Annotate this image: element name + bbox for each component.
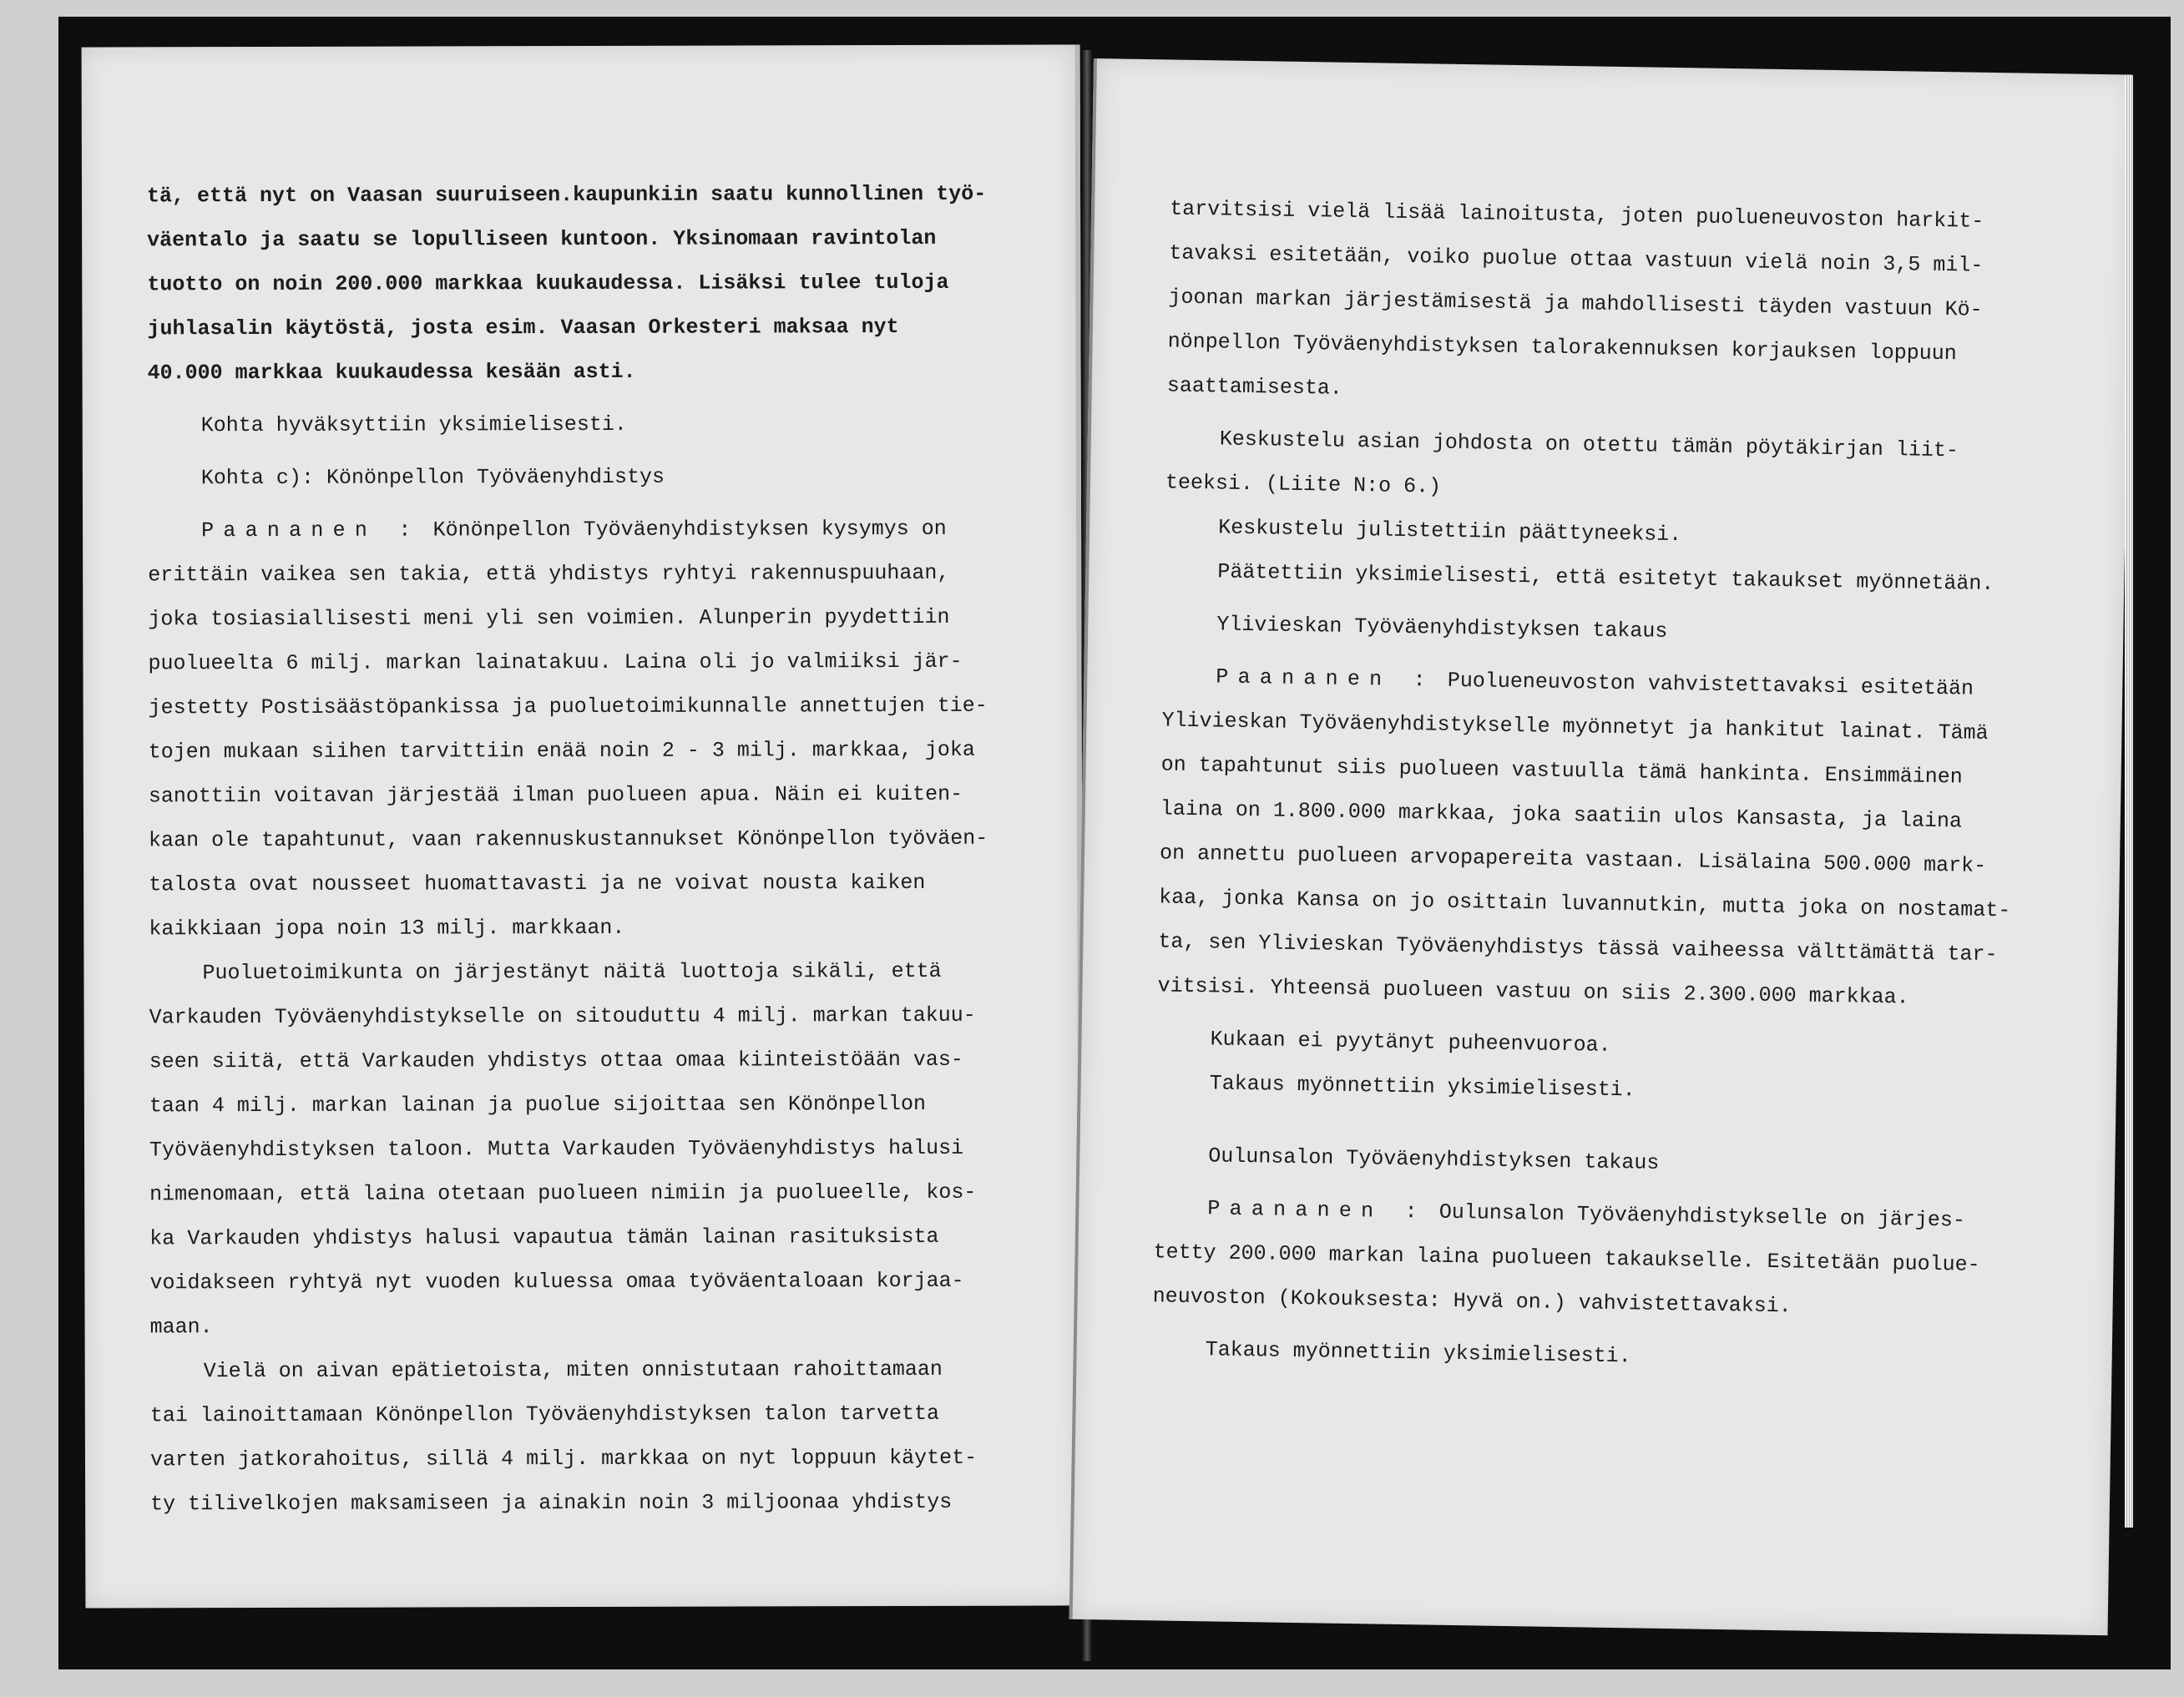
decision-line: Takaus myönnettiin yksimielisesti. — [1205, 1337, 1631, 1369]
text-line: tuotto on noin 200.000 markkaa kuukaudessa. Lisäksi tulee tuloja — [147, 270, 949, 297]
text-line: Keskustelu julistettiin päättyneeksi. — [1217, 515, 1682, 548]
text-line: varten jatkorahoitus, sillä 4 milj. markkaa on nyt loppuun käytet- — [149, 1445, 978, 1472]
section-heading: Kohta c): Könönpellon Työväenyhdistys — [200, 464, 665, 491]
text-line: 40.000 markkaa kuukaudessa kesään asti. — [147, 359, 636, 386]
text-line: tavaksi esitetään, voiko puolue ottaa vastuun vielä noin 3,5 mil- — [1169, 240, 1984, 278]
text-line: tojen mukaan siihen tarvittiin enää noin 2 - 3 milj. markkaa, joka — [148, 737, 975, 765]
section-heading: Oulunsalon Työväenyhdistyksen takaus — [1208, 1144, 1660, 1175]
text-line: tai lainoittamaan Könönpellon Työväenyhdistyksen talon tarvetta — [149, 1401, 940, 1428]
text-line: maan. — [149, 1315, 213, 1340]
text-line: tetty 200.000 markan laina puolueen takaukselle. Esitetään puolue- — [1153, 1240, 1980, 1277]
text-line: Ylivieskan Työväenyhdistykselle myönnetyt ja hankitut lainat. Tämä — [1161, 708, 1989, 745]
text-line: Könönpellon Työväenyhdistyksen kysymys on — [432, 516, 947, 543]
text-line: joonan markan järjestämisestä ja mahdollisesti täyden vastuun Kö- — [1168, 285, 1983, 322]
text-line: jestetty Postisäästöpankissa ja puoluetoimikunnalle annettujen tie- — [148, 693, 988, 720]
text-line: Oulunsalon Työväenyhdistykselle on järjes- — [1438, 1200, 1966, 1233]
left-page — [82, 44, 1084, 1608]
text-line: juhlasalin käytöstä, josta esim. Vaasan Orkesteri maksaa nyt — [147, 315, 899, 341]
decision-line: Takaus myönnettiin yksimielisesti. — [1209, 1071, 1635, 1103]
speaker-name: Paananen : — [201, 518, 421, 543]
text-line: ty tilivelkojen maksamiseen ja ainakin noin 3 miljoonaa yhdistys — [150, 1489, 953, 1517]
left-page-text — [147, 172, 989, 1527]
text-line: sanottiin voitavan järjestää ilman puolueen apua. Näin ei kuiten- — [148, 781, 963, 809]
text-line: neuvoston (Kokouksesta: Hyvä on.) vahvistettavaksi. — [1152, 1284, 1792, 1319]
text-line: laina on 1.800.000 markkaa, joka saatiin ulos Kansasta, ja laina — [1160, 796, 1963, 834]
text-line: Työväenyhdistyksen taloon. Mutta Varkauden Työväenyhdistys halusi — [149, 1135, 964, 1163]
text-line: ka Varkauden yhdistys halusi vapautua tämän lainan rasituksista — [149, 1224, 939, 1251]
text-line: voidakseen ryhtyä nyt vuoden kuluessa omaa työväentaloaan korjaa- — [149, 1268, 964, 1295]
text-line: väentalo ja saatu se lopulliseen kuntoon. Yksinomaan ravintolan — [147, 225, 937, 253]
text-line: ta, sen Ylivieskan Työväenyhdistys tässä vaiheessa välttämättä tar- — [1158, 929, 1998, 967]
text-line: tä, että nyt on Vaasan suuruiseen.kaupunkiin saatu kunnollinen työ- — [146, 181, 987, 209]
text-line: talosta ovat nousseet huomattavasti ja ne voivat nousta kaiken — [149, 870, 926, 897]
text-line: on annettu puolueen arvopapereita vastaan. Lisälaina 500.000 mark- — [1159, 841, 1987, 878]
text-line: erittäin vaikea sen takia, että yhdistys ryhtyi rakennuspuuhaan, — [148, 560, 950, 588]
text-line: tarvitsisi vielä lisää lainoitusta, joten puolueneuvoston harkit- — [1169, 196, 1984, 234]
text-line: teeksi. (Liite N:o 6.) — [1165, 470, 1442, 499]
text-line: taan 4 milj. markan lainan ja puolue sijoittaa sen Könönpellon — [149, 1091, 927, 1119]
text-line: Puolueneuvoston vahvistettavaksi esitetään — [1447, 668, 1974, 701]
text-line: Keskustelu asian johdosta on otettu tämän pöytäkirjan liit- — [1219, 427, 1959, 463]
section-heading: Ylivieskan Työväenyhdistyksen takaus — [1216, 612, 1668, 644]
text-line: kaikkiaan jopa noin 13 milj. markkaan. — [149, 915, 625, 942]
approval-line: Kohta hyväksyttiin yksimielisesti. — [200, 412, 627, 438]
text-line: joka tosiasiallisesti meni yli sen voimien. Alunperin pyydettiin — [148, 604, 950, 632]
right-page — [1069, 58, 2132, 1635]
text-line: Puoluetoimikunta on järjestänyt näitä luottoja sikäli, että — [202, 958, 942, 986]
right-page-text — [1151, 186, 2021, 1384]
speaker-name: Paananen : — [1207, 1196, 1428, 1225]
text-line: kaa, jonka Kansa on jo osittain luvannutkin, mutta joka on nostamat- — [1158, 885, 2011, 923]
text-line: nönpellon Työväenyhdistyksen talorakennuksen korjauksen loppuun — [1167, 329, 1957, 366]
text-line: vitsisi. Yhteensä puolueen vastuu on siis 2.300.000 markkaa. — [1157, 973, 1909, 1010]
text-line: kaan ole tapahtunut, vaan rakennuskustannukset Könönpellon työväen- — [149, 826, 988, 853]
text-line: puolueelta 6 milj. markan lainatakuu. Laina oli jo valmiiksi jär- — [148, 649, 963, 676]
decision-line: Päätettiin yksimielisesti, että esitetyt takaukset myönnetään. — [1217, 559, 1994, 597]
text-line: Kukaan ei pyytänyt puheenvuoroa. — [1210, 1027, 1611, 1058]
text-line: Vielä on aivan epätietoista, miten onnistutaan rahoittamaan — [203, 1356, 943, 1384]
text-line: on tapahtunut siis puolueen vastuulla tämä hankinta. Ensimmäinen — [1160, 752, 1963, 790]
text-line: saattamisesta. — [1166, 373, 1343, 401]
text-line: Varkauden Työväenyhdistykselle on sitouduttu 4 milj. markan takuu- — [149, 1003, 976, 1030]
speaker-name: Paananen : — [1216, 664, 1436, 693]
text-line: seen siitä, että Varkauden yhdistys ottaa omaa kiinteistöään vas- — [149, 1047, 963, 1074]
text-line: nimenomaan, että laina otetaan puolueen nimiin ja puolueelle, kos- — [149, 1179, 977, 1207]
page-edge-stack — [2125, 75, 2133, 1528]
